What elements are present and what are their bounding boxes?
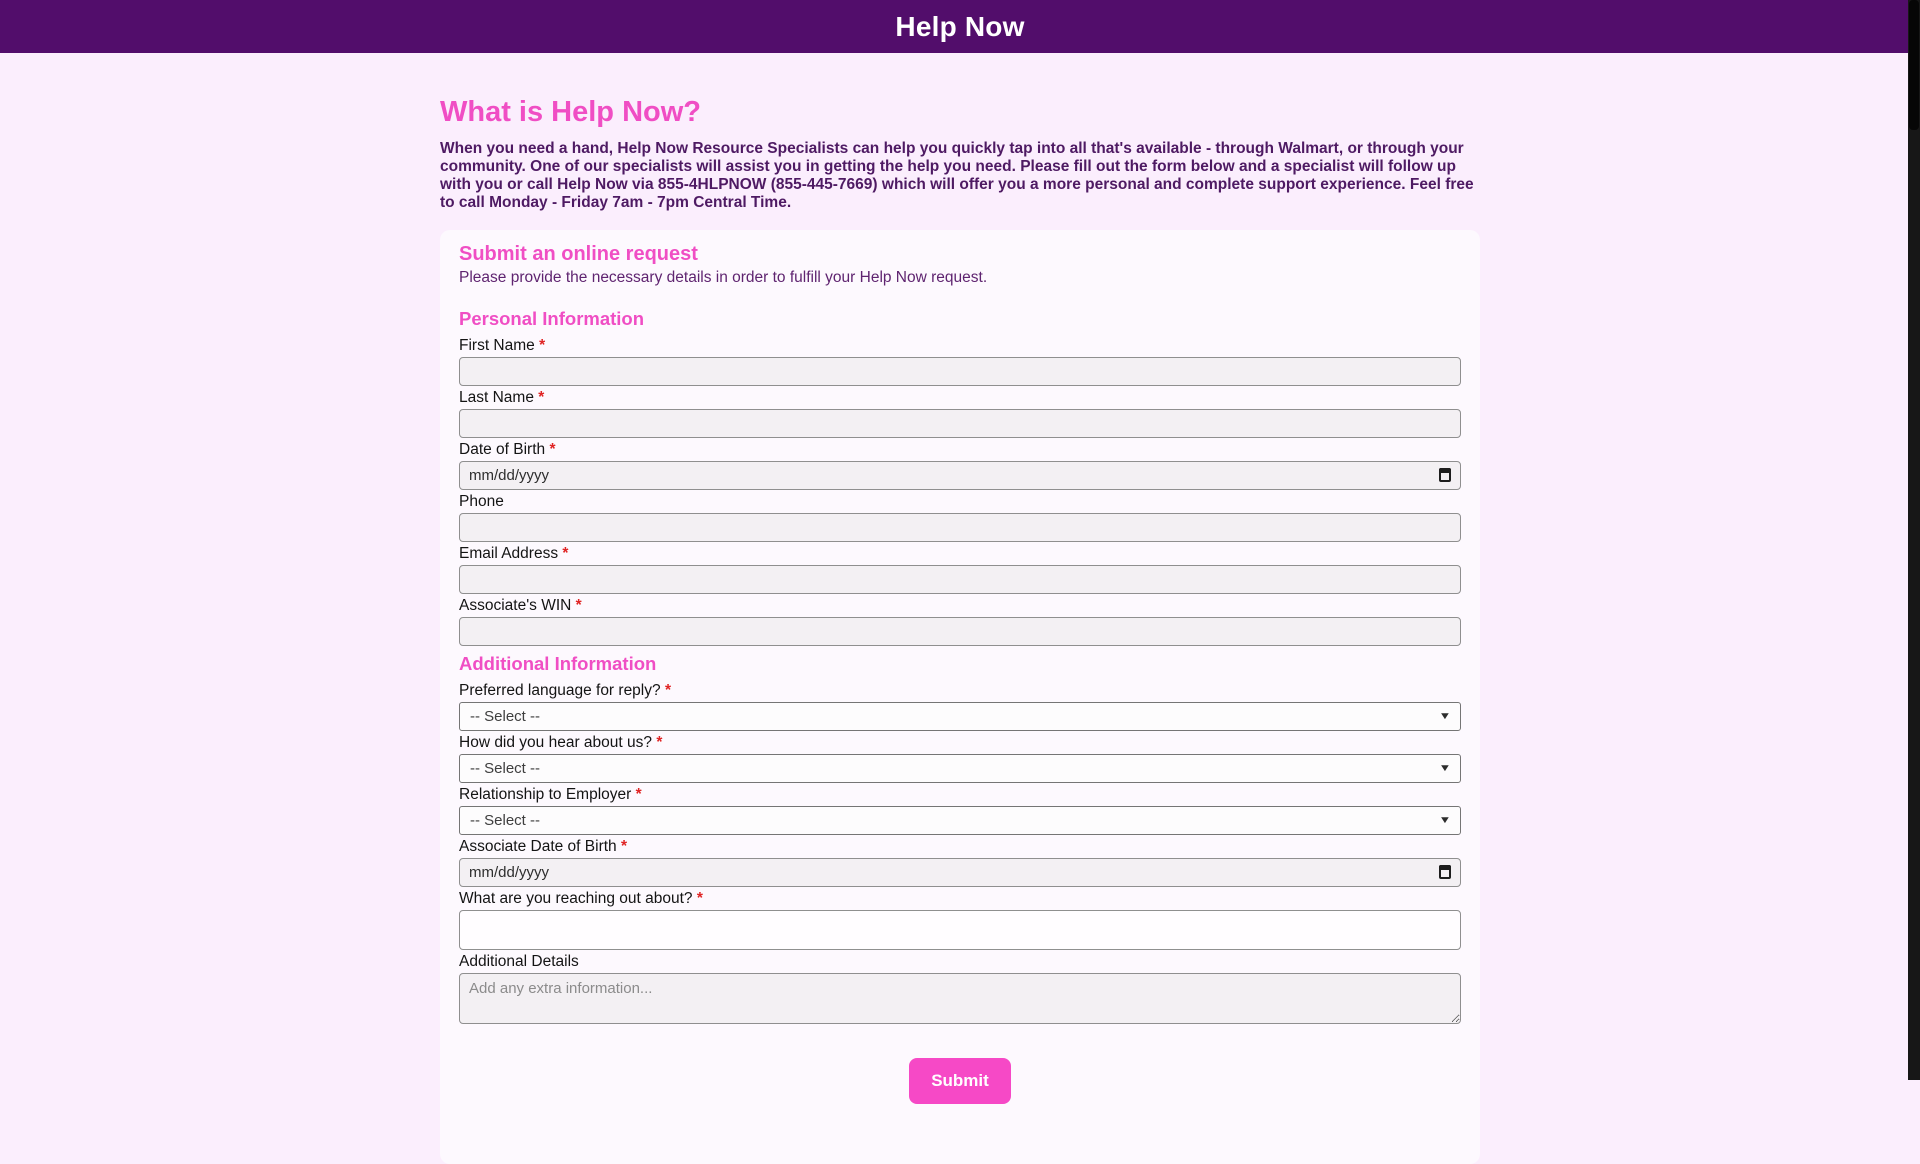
associate-win-input[interactable] bbox=[459, 617, 1461, 646]
page-title: Help Now bbox=[895, 10, 1025, 42]
submit-row bbox=[459, 1058, 1461, 1104]
date-of-birth-field bbox=[459, 461, 1461, 490]
field-date-of-birth bbox=[459, 440, 1461, 490]
selected-value: -- Select -- bbox=[470, 708, 541, 725]
preferred-language-select[interactable] bbox=[459, 702, 1461, 731]
additional-details-textarea[interactable] bbox=[459, 973, 1461, 1024]
phone-input[interactable] bbox=[459, 513, 1461, 542]
relationship-to-employer-label: Relationship to Employer * bbox=[459, 786, 642, 803]
calendar-icon[interactable] bbox=[1439, 468, 1451, 482]
selected-value: -- Select -- bbox=[470, 812, 541, 829]
required-asterisk: * bbox=[538, 389, 545, 406]
required-asterisk: * bbox=[575, 597, 582, 614]
field-relationship-to-employer bbox=[459, 785, 1461, 835]
email-address-input[interactable] bbox=[459, 565, 1461, 594]
submit-button[interactable]: Submit bbox=[909, 1058, 1011, 1104]
date-of-birth-input[interactable] bbox=[459, 461, 1461, 490]
field-first-name bbox=[459, 336, 1461, 386]
phone-label: Phone bbox=[459, 493, 504, 510]
email-address-label: Email Address * bbox=[459, 545, 569, 562]
preferred-language-label: Preferred language for reply? * bbox=[459, 682, 671, 699]
required-asterisk: * bbox=[696, 890, 703, 907]
vertical-scrollbar[interactable] bbox=[1908, 0, 1920, 1080]
associate-date-of-birth-field bbox=[459, 858, 1461, 887]
required-asterisk: * bbox=[664, 682, 671, 699]
reaching-out-about-input[interactable] bbox=[459, 910, 1461, 950]
required-asterisk: * bbox=[656, 734, 663, 751]
chevron-down-icon: ▼ bbox=[1438, 711, 1452, 722]
form-title: Submit an online request bbox=[459, 243, 698, 265]
required-asterisk: * bbox=[635, 786, 642, 803]
required-asterisk: * bbox=[549, 441, 556, 458]
hear-about-us-select[interactable] bbox=[459, 754, 1461, 783]
section-additional-information: Additional Information bbox=[459, 653, 657, 674]
field-associate-date-of-birth bbox=[459, 837, 1461, 887]
hear-about-us-label: How did you hear about us? * bbox=[459, 734, 663, 751]
calendar-icon[interactable] bbox=[1439, 865, 1451, 879]
required-asterisk: * bbox=[620, 838, 628, 855]
field-last-name bbox=[459, 388, 1461, 438]
app-header bbox=[0, 0, 1920, 53]
field-hear-about-us bbox=[459, 733, 1461, 783]
associate-date-of-birth-input[interactable] bbox=[459, 858, 1461, 887]
form-subtitle: Please provide the necessary details in order to fulfill your Help Now request. bbox=[459, 269, 988, 286]
additional-details-label: Additional Details bbox=[459, 953, 579, 970]
intro-heading: What is Help Now? bbox=[440, 96, 701, 128]
intro-paragraph: When you need a hand, Help Now Resource Specialists can help you quickly tap into all that's available - through Walmart, or through your community. One of our specialists will assist you in getting the help you need. Please fill out the form below and a specialist will follow up with you or call Help Now via 855-4HLPNOW (855-445-7669) which will offer you a more personal and complete support experience. Feel free to call Monday - Friday 7am - 7pm Central Time. bbox=[440, 140, 1474, 211]
first-name-input[interactable] bbox=[459, 357, 1461, 386]
chevron-down-icon: ▼ bbox=[1438, 763, 1452, 774]
scrollbar-thumb[interactable] bbox=[1909, 0, 1919, 130]
field-associate-win bbox=[459, 596, 1461, 646]
required-asterisk: * bbox=[539, 337, 546, 354]
main-content bbox=[440, 96, 1480, 1164]
associate-win-label: Associate's WIN * bbox=[459, 597, 582, 614]
field-email-address bbox=[459, 544, 1461, 594]
chevron-down-icon: ▼ bbox=[1438, 815, 1452, 826]
field-phone bbox=[459, 492, 1461, 542]
field-reaching-out-about bbox=[459, 889, 1461, 950]
field-preferred-language bbox=[459, 681, 1461, 731]
relationship-to-employer-select[interactable] bbox=[459, 806, 1461, 835]
date-of-birth-label: Date of Birth * bbox=[459, 441, 556, 458]
first-name-label: First Name * bbox=[459, 337, 546, 354]
associate-date-of-birth-label: Associate Date of Birth * bbox=[459, 838, 628, 855]
reaching-out-about-label: What are you reaching out about? * bbox=[459, 890, 703, 907]
selected-value: -- Select -- bbox=[470, 760, 541, 777]
field-additional-details bbox=[459, 952, 1461, 1024]
last-name-input[interactable] bbox=[459, 409, 1461, 438]
required-asterisk: * bbox=[562, 545, 569, 562]
last-name-label: Last Name * bbox=[459, 389, 545, 406]
section-personal-information: Personal Information bbox=[459, 308, 645, 329]
request-form-card bbox=[440, 230, 1480, 1164]
